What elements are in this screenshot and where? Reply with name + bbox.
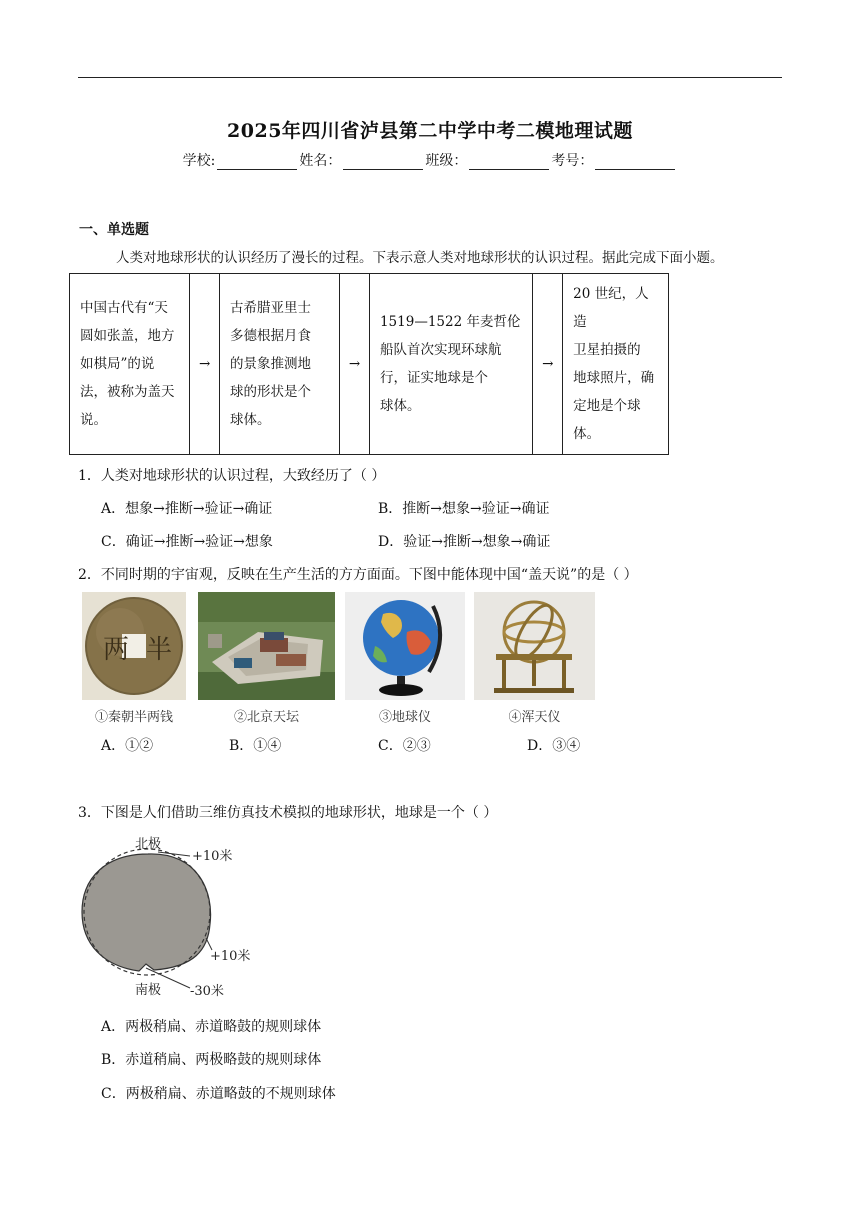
flow-cell-satellite (563, 274, 669, 455)
flow-cell-line: 说。 (80, 412, 107, 428)
flow-cell-line: 球的形状是个 (229, 384, 311, 400)
label-minus30: -30米 (190, 984, 224, 999)
banliang-coin-image (82, 592, 186, 700)
label-plus10-right: +10米 (210, 949, 251, 964)
coin-char-right: 半 (146, 635, 173, 665)
flow-cell-line: 定地是个球 (573, 398, 641, 414)
q2-stem: 2．不同时期的宇宙观，反映在生产生活的方方面面。下图中能体现中国“盖天说”的是（ ） (78, 567, 638, 583)
globe-image (345, 592, 465, 700)
info-number-label: 考号： (551, 153, 594, 169)
flow-cell-line: 行，证实地球是个 (379, 370, 488, 386)
student-info-line (0, 150, 860, 170)
page-title: 2025年四川省泸县第二中学中考二模地理试题 (227, 120, 633, 142)
flow-cell-line: 体。 (573, 426, 601, 442)
coin-char-left: 两 (103, 635, 130, 665)
q2-option-c[interactable]: C．②③ (378, 738, 431, 754)
info-number-blank[interactable] (595, 155, 675, 170)
info-class-label: 班级： (425, 153, 468, 169)
flow-arrow: → (533, 274, 563, 455)
flow-cell-line: 球体。 (229, 412, 271, 428)
q3-option-c[interactable]: C．两极稍扁、赤道略鼓的不规则球体 (101, 1086, 336, 1102)
flow-cell-line: 20 世纪，人造 (573, 286, 649, 330)
label-plus10-top: +10米 (192, 849, 233, 864)
q2-option-d[interactable]: D．③④ (527, 738, 581, 754)
q1-option-a[interactable]: A．想象→推断→验证→确证 (101, 501, 273, 517)
flow-cell-line: 船队首次实现环球航 (379, 342, 502, 358)
flow-cell-ancient-china (70, 274, 190, 455)
q1-option-c[interactable]: C．确证→推断→验证→想象 (101, 534, 273, 550)
flow-cell-line: 球体。 (379, 398, 421, 414)
earth-shape-flow-table (69, 273, 669, 455)
flow-cell-line: 如棋局”的说 (80, 356, 155, 372)
flow-cell-aristotle (219, 274, 339, 455)
info-school-blank[interactable] (217, 155, 297, 170)
caption-armillary: ④浑天仪 (508, 710, 561, 725)
info-name-blank[interactable] (343, 155, 423, 170)
q3-option-a[interactable]: A．两极稍扁、赤道略鼓的规则球体 (101, 1019, 322, 1035)
flow-cell-line: 法，被称为盖天 (80, 384, 175, 400)
flow-cell-line: 1519—1522 年麦哲伦 (379, 314, 521, 330)
q3-option-b[interactable]: B．赤道稍扁、两极略鼓的规则球体 (101, 1052, 322, 1068)
caption-coin: ①秦朝半两钱 (94, 710, 173, 725)
info-name-label: 姓名： (299, 153, 342, 169)
q2-option-b[interactable]: B．①④ (229, 738, 282, 754)
q1-stem: 1．人类对地球形状的认识过程，大致经历了（ ） (78, 468, 386, 484)
caption-temple: ②北京天坛 (233, 710, 299, 725)
temple-of-heaven-image (198, 592, 335, 700)
north-pole-label: 北极 (135, 837, 162, 852)
flow-cell-line: 中国古代有“天 (80, 300, 168, 316)
q3-stem: 3．下图是人们借助三维仿真技术模拟的地球形状，地球是一个（ ） (78, 805, 498, 821)
info-school-label: 学校: (182, 153, 216, 169)
flow-cell-line: 多德根据月食 (229, 328, 311, 344)
flow-cell-line: 卫星拍摄的 (573, 342, 641, 358)
section-intro: 人类对地球形状的认识经历了漫长的过程。下表示意人类对地球形状的认识过程。据此完成下面小题。 (116, 250, 724, 266)
header-rule (78, 77, 782, 78)
flow-cell-line: 地球照片，确 (573, 370, 655, 386)
info-class-blank[interactable] (469, 155, 549, 170)
armillary-sphere-image (474, 592, 595, 700)
flow-cell-line: 圆如张盖，地方 (80, 328, 175, 344)
caption-globe: ③地球仪 (378, 710, 431, 725)
flow-arrow: → (190, 274, 220, 455)
flow-cell-line: 的景象推测地 (229, 356, 311, 372)
q1-option-b[interactable]: B．推断→想象→验证→确证 (378, 501, 550, 517)
q1-option-d[interactable]: D．验证→推断→想象→确证 (378, 534, 551, 550)
earth-shape-figure (78, 832, 258, 1002)
flow-cell-line: 古希腊亚里士 (229, 300, 311, 316)
flow-cell-magellan (369, 274, 532, 455)
section-title: 一、单选题 (79, 222, 149, 238)
south-pole-label: 南极 (135, 983, 162, 998)
q2-option-a[interactable]: A．①② (101, 738, 154, 754)
flow-arrow: → (340, 274, 370, 455)
